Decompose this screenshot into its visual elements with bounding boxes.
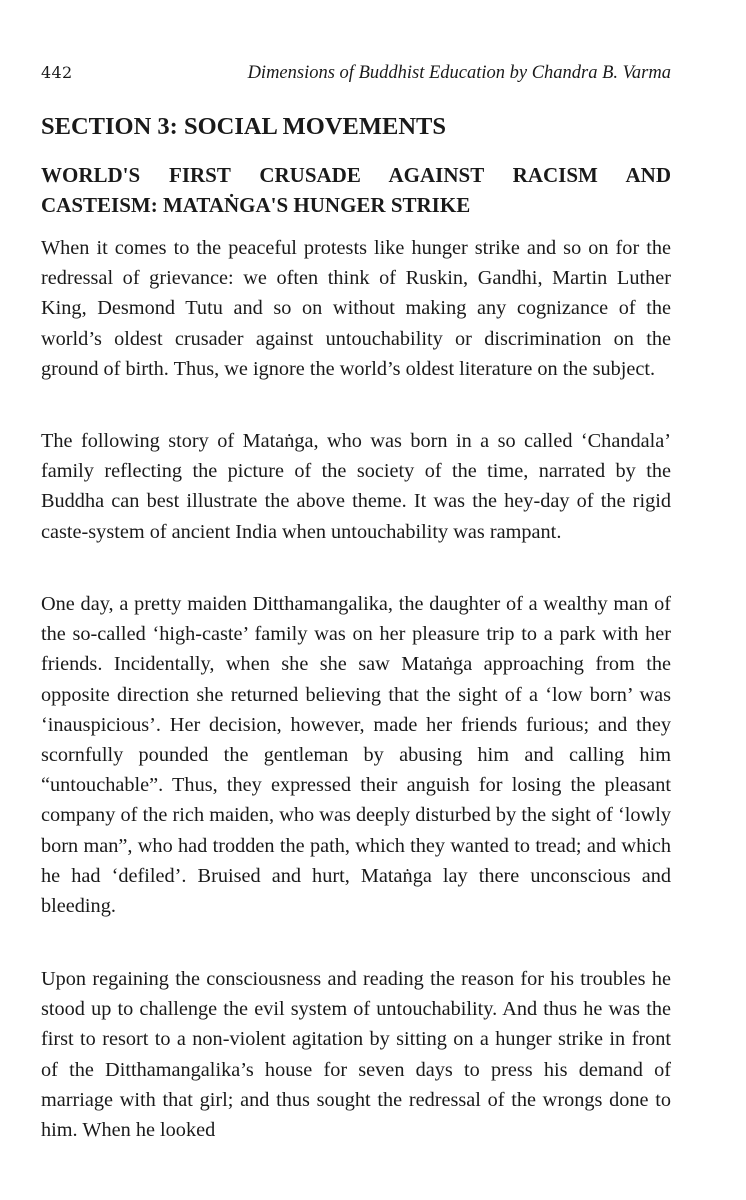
chapter-heading-line-1: WORLD'S FIRST CRUSADE AGAINST RACISM AND (41, 163, 671, 187)
running-header (41, 63, 671, 89)
paragraph-4: Upon regaining the consciousness and reading the reason for his troubles he stood up to challenge the evil system of untouchability. And thus he was the first to resort to a non-violent agitation by sitting on a hunger strike in front of the Ditthamangalika’s house for seven days to press his demand of marriage with that girl; and thus sought the redressal of the wrongs done to him. When he looked (41, 968, 671, 1142)
section-heading: SECTION 3: SOCIAL MOVEMENTS (41, 113, 447, 140)
book-title: Dimensions of Buddhist Education by Chandra B. Varma (247, 63, 671, 83)
paragraph-1: When it comes to the peaceful protests like hunger strike and so on for the redressal of grievance: we often think of Ruskin, Gandhi, Martin Luther King, Desmond Tutu and so on without making any cognizance of the world’s oldest crusader against untouchability or discrimination on the ground of birth. Thus, we ignore the world’s oldest literature on the subject. (41, 237, 671, 380)
paragraph-3: One day, a pretty maiden Ditthamangalika, the daughter of a wealthy man of the so-called ‘high-caste’ family was on her pleasure trip to a park with her friends. Incidentally, when she she saw Mataṅga approaching from the opposite direction she returned believing that the sight of a ‘low born’ was ‘inauspicious’. Her decision, however, made her friends furious; and they scornfully pounded the gentleman by abusing him and calling him “untouchable”. Thus, they expressed their anguish for losing the pleasant company of the rich maiden, who was deeply disturbed by the sight of ‘lowly born man”, who had trodden the path, which they wanted to tread; and which he had ‘defiled’. Bruised and hurt, Mataṅga lay there unconscious and bleeding. (41, 593, 671, 918)
paragraph-2: The following story of Mataṅga, who was born in a so called ‘Chandala’ family reflecting the picture of the society of the time, narrated by the Buddha can best illustrate the above theme. It was the hey-day of the rigid caste-system of ancient India when untouchability was rampant. (41, 430, 671, 543)
chapter-heading-line-2: CASTEISM: MATAṄGA'S HUNGER STRIKE (41, 193, 471, 217)
chapter-heading (41, 160, 671, 220)
page-number: 442 (41, 63, 73, 82)
